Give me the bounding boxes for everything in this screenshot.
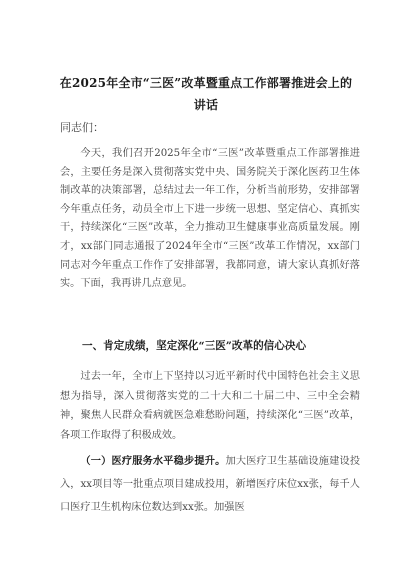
section-heading: 一、肯定成绩，坚定深化“三医”改革的信心决心 xyxy=(82,340,307,352)
intro-paragraph: 今天，我们召开2025年全市“三医”改革暨重点工作部署推进会，主要任务是深入贯彻落实党中央、国务院关于深化医药卫生体制改革的决策部署，总结过去一年工作，分析当前形势，安排部署今年重点任务，动员全市上下进一步统一思想、坚定信心、真抓实干，持续深化“三医”改革，全力推动卫生健康事业高质量发展。刚才，xx部门同志通报了2024年全市“三医”改革工作情况，xx部门同志对今年重点工作作了安排部署，我都同意，请大家认真抓好落实。下面，我再讲几点意见。 xyxy=(60,148,360,290)
subsection-lead: （一）医疗服务水平稳步提升。 xyxy=(80,455,226,467)
section-paragraph: 过去一年，全市上下坚持以习近平新时代中国特色社会主义思想为指导，深入贯彻落实党的二十大和二十届二中、三中全会精神，聚焦人民群众看病就医急难愁盼问题，持续深化“三医”改革，各项工作取得了积极成效。 xyxy=(60,371,360,441)
subsection-text: 加大医疗卫生基础设施建设投入，xx项目等一批重点项目建成投用，新增医疗床位xx张，每千人口医疗卫生机构床位数达到xx张。加强医 xyxy=(60,456,361,513)
salutation: 同志们： xyxy=(60,121,104,134)
document-title: 在2025年全市“三医”改革暨重点工作部署推进会上的讲话 xyxy=(59,76,353,112)
subsection-paragraph xyxy=(60,450,360,519)
